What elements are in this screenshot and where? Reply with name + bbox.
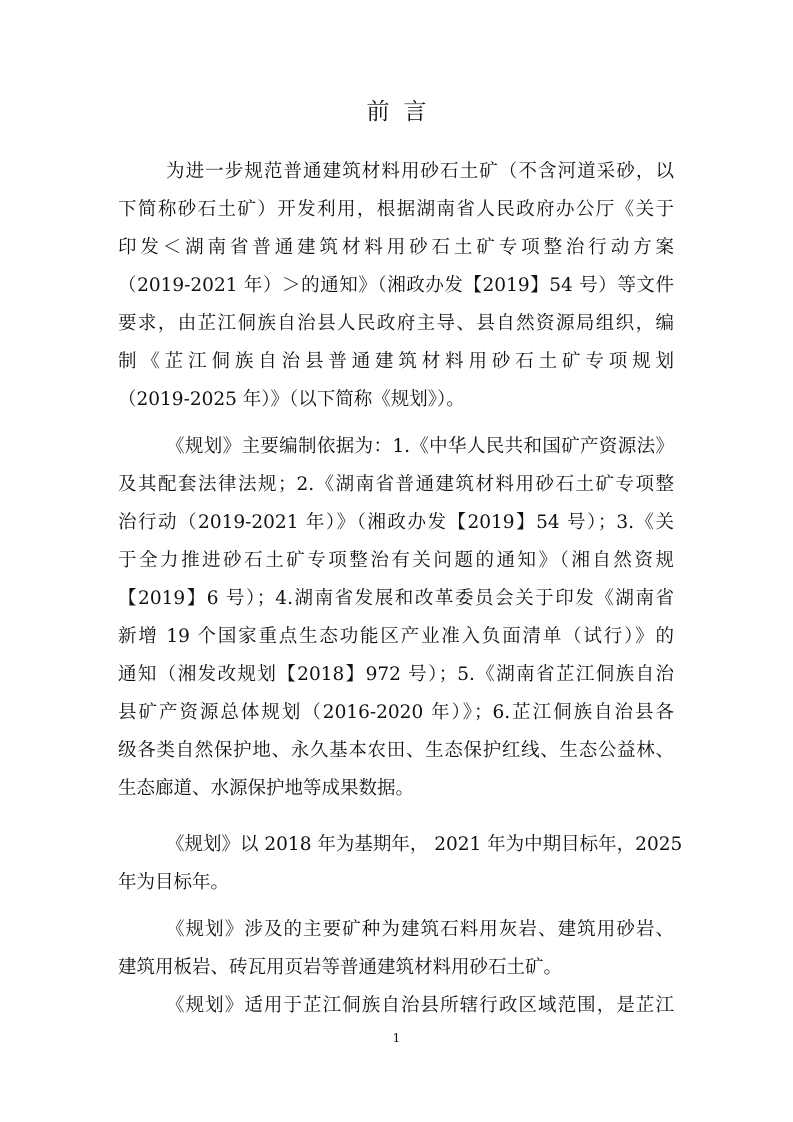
text-line: 于全力推进砂石土矿专项整治有关问题的通知》（湘自然资规 — [118, 550, 674, 571]
text-line: 《规划》涉及的主要矿种为建筑石料用灰岩、建筑用砂岩、 — [166, 919, 674, 940]
text-line: 生态廊道、水源保护地等成果数据。 — [118, 778, 415, 799]
text-line: 通知（湘发改规划【2018】972 号）；5.《湖南省芷江侗族自治 — [118, 664, 674, 685]
text-line: 治行动（2019-2021 年）》（湘政办发【2019】54 号）；3.《关 — [118, 512, 674, 533]
page-title: 前言 — [366, 99, 441, 125]
text-line: 新增 19 个国家重点生态功能区产业准入负面清单（试行）》的 — [118, 626, 674, 647]
text-line: 要求，由芷江侗族自治县人民政府主导、县自然资源局组织，编 — [118, 313, 674, 334]
text-line: 制《芷江侗族自治县普通建筑材料用砂石土矿专项规划 — [118, 351, 674, 372]
text-line: 及其配套法律法规；2.《湖南省普通建筑材料用砂石土矿专项整 — [118, 474, 674, 495]
text-line: 为进一步规范普通建筑材料用砂石土矿（不含河道采砂，以 — [166, 161, 674, 182]
text-line: 县矿产资源总体规划（2016-2020 年）》；6.芷江侗族自治县各 — [118, 702, 674, 723]
text-line: 【2019】6 号）；4.湖南省发展和改革委员会关于印发《湖南省 — [118, 588, 674, 609]
text-line: 《规划》以 2018 年为基期年， 2021 年为中期目标年，2025 — [166, 834, 683, 855]
text-line: 下简称砂石土矿）开发利用，根据湖南省人民政府办公厅《关于 — [118, 199, 674, 220]
text-line: 建筑用板岩、砖瓦用页岩等普通建筑材料用砂石土矿。 — [118, 957, 563, 978]
text-line: 印发＜湖南省普通建筑材料用砂石土矿专项整治行动方案 — [118, 237, 674, 258]
text-line: 《规划》适用于芷江侗族自治县所辖行政区域范围，是芷江 — [166, 995, 674, 1016]
page-number: 1 — [392, 1031, 401, 1045]
text-line: （2019-2025 年）》（以下简称《规划》）。 — [118, 389, 465, 410]
text-line: 级各类自然保护地、永久基本农田、生态保护红线、生态公益林、 — [118, 740, 674, 761]
text-line: （2019-2021 年）＞的通知》（湘政办发【2019】54 号）等文件 — [118, 275, 674, 296]
text-line: 《规划》主要编制依据为：1.《中华人民共和国矿产资源法》 — [166, 436, 674, 457]
text-line: 年为目标年。 — [118, 872, 230, 893]
